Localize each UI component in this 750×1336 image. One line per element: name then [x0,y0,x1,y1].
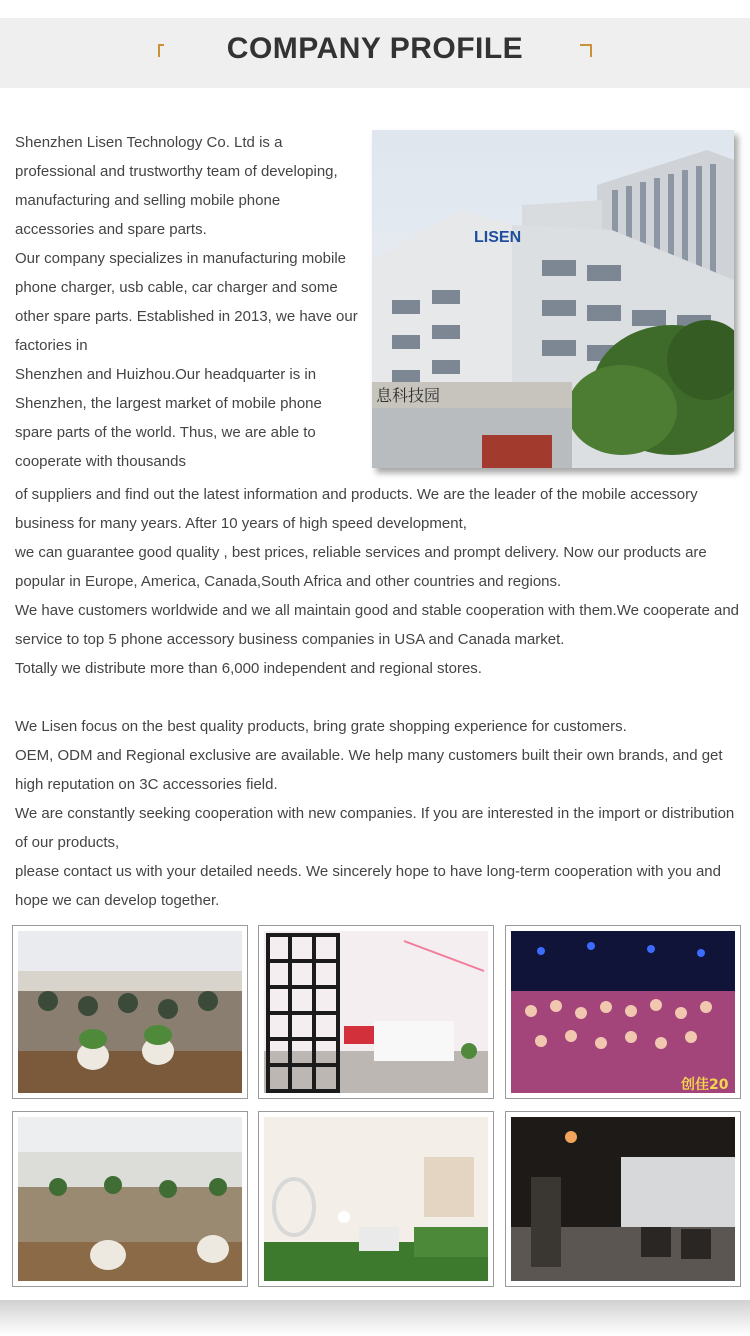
right-bracket-icon [580,44,592,57]
event-caption: 创佳20 [681,1077,729,1093]
body-paragraph: we can guarantee good quality , best prices, reliable services and prompt delivery. Now our products are popular in Europe, America, Canada,South Africa and other countries and regions. [15,544,707,590]
left-bracket-icon [158,44,164,57]
body-paragraph: We have customers worldwide and we all maintain good and stable cooperation with them.We cooperate and service to top 5 phone accessory business companies in USA and Canada market. [15,602,740,648]
body-paragraph: Totally we distribute more than 6,000 independent and regional stores. [15,660,482,677]
reception-photo [258,925,494,1099]
page-title: COMPANY PROFILE [226,32,524,65]
building-illustration [372,130,734,468]
body-paragraph: We Lisen focus on the best quality products, bring grate shopping experience for customers. [15,718,627,735]
lounge-photo [258,1111,494,1287]
event-photo [505,925,741,1099]
office-photo [12,925,248,1099]
gate-sign: 息科技园 [376,386,441,405]
body-paragraph: please contact us with your detailed needs. We sincerely hope to have long-term cooperation with you and hope we can develop together. [15,863,721,909]
intro-paragraph: Our company specializes in manufacturing mobile phone charger, usb cable, car charger and some other spare parts. Established in 2013, we have our factories in [15,250,358,354]
body-text [15,480,740,915]
intro-text [15,128,360,476]
body-paragraph: OEM, ODM and Regional exclusive are available. We help many customers built their own brands, and get high reputation on 3C accessories field. [15,747,723,793]
building-sign: LISEN [474,229,522,246]
header-band [0,18,750,88]
paragraph-gap [15,683,740,712]
body-paragraph: of suppliers and find out the latest information and products. We are the leader of the mobile accessory business for many years. After 10 years of high speed development, [15,486,698,532]
intro-paragraph: Shenzhen and Huizhou.Our headquarter is in Shenzhen, the largest market of mobile phone spare parts of the world. Thus, we are able to cooperate with thousands [15,366,322,470]
building-photo [372,130,734,468]
gym-photo [505,1111,741,1287]
body-paragraph: We are constantly seeking cooperation with new companies. If you are interested in the import or distribution of our products, [15,805,735,851]
bottom-shadow [0,1300,750,1336]
intro-paragraph: Shenzhen Lisen Technology Co. Ltd is a professional and trustworthy team of developing, manufacturing and selling mobile phone accessories and spare parts. [15,134,338,238]
workspace-photo [12,1111,248,1287]
